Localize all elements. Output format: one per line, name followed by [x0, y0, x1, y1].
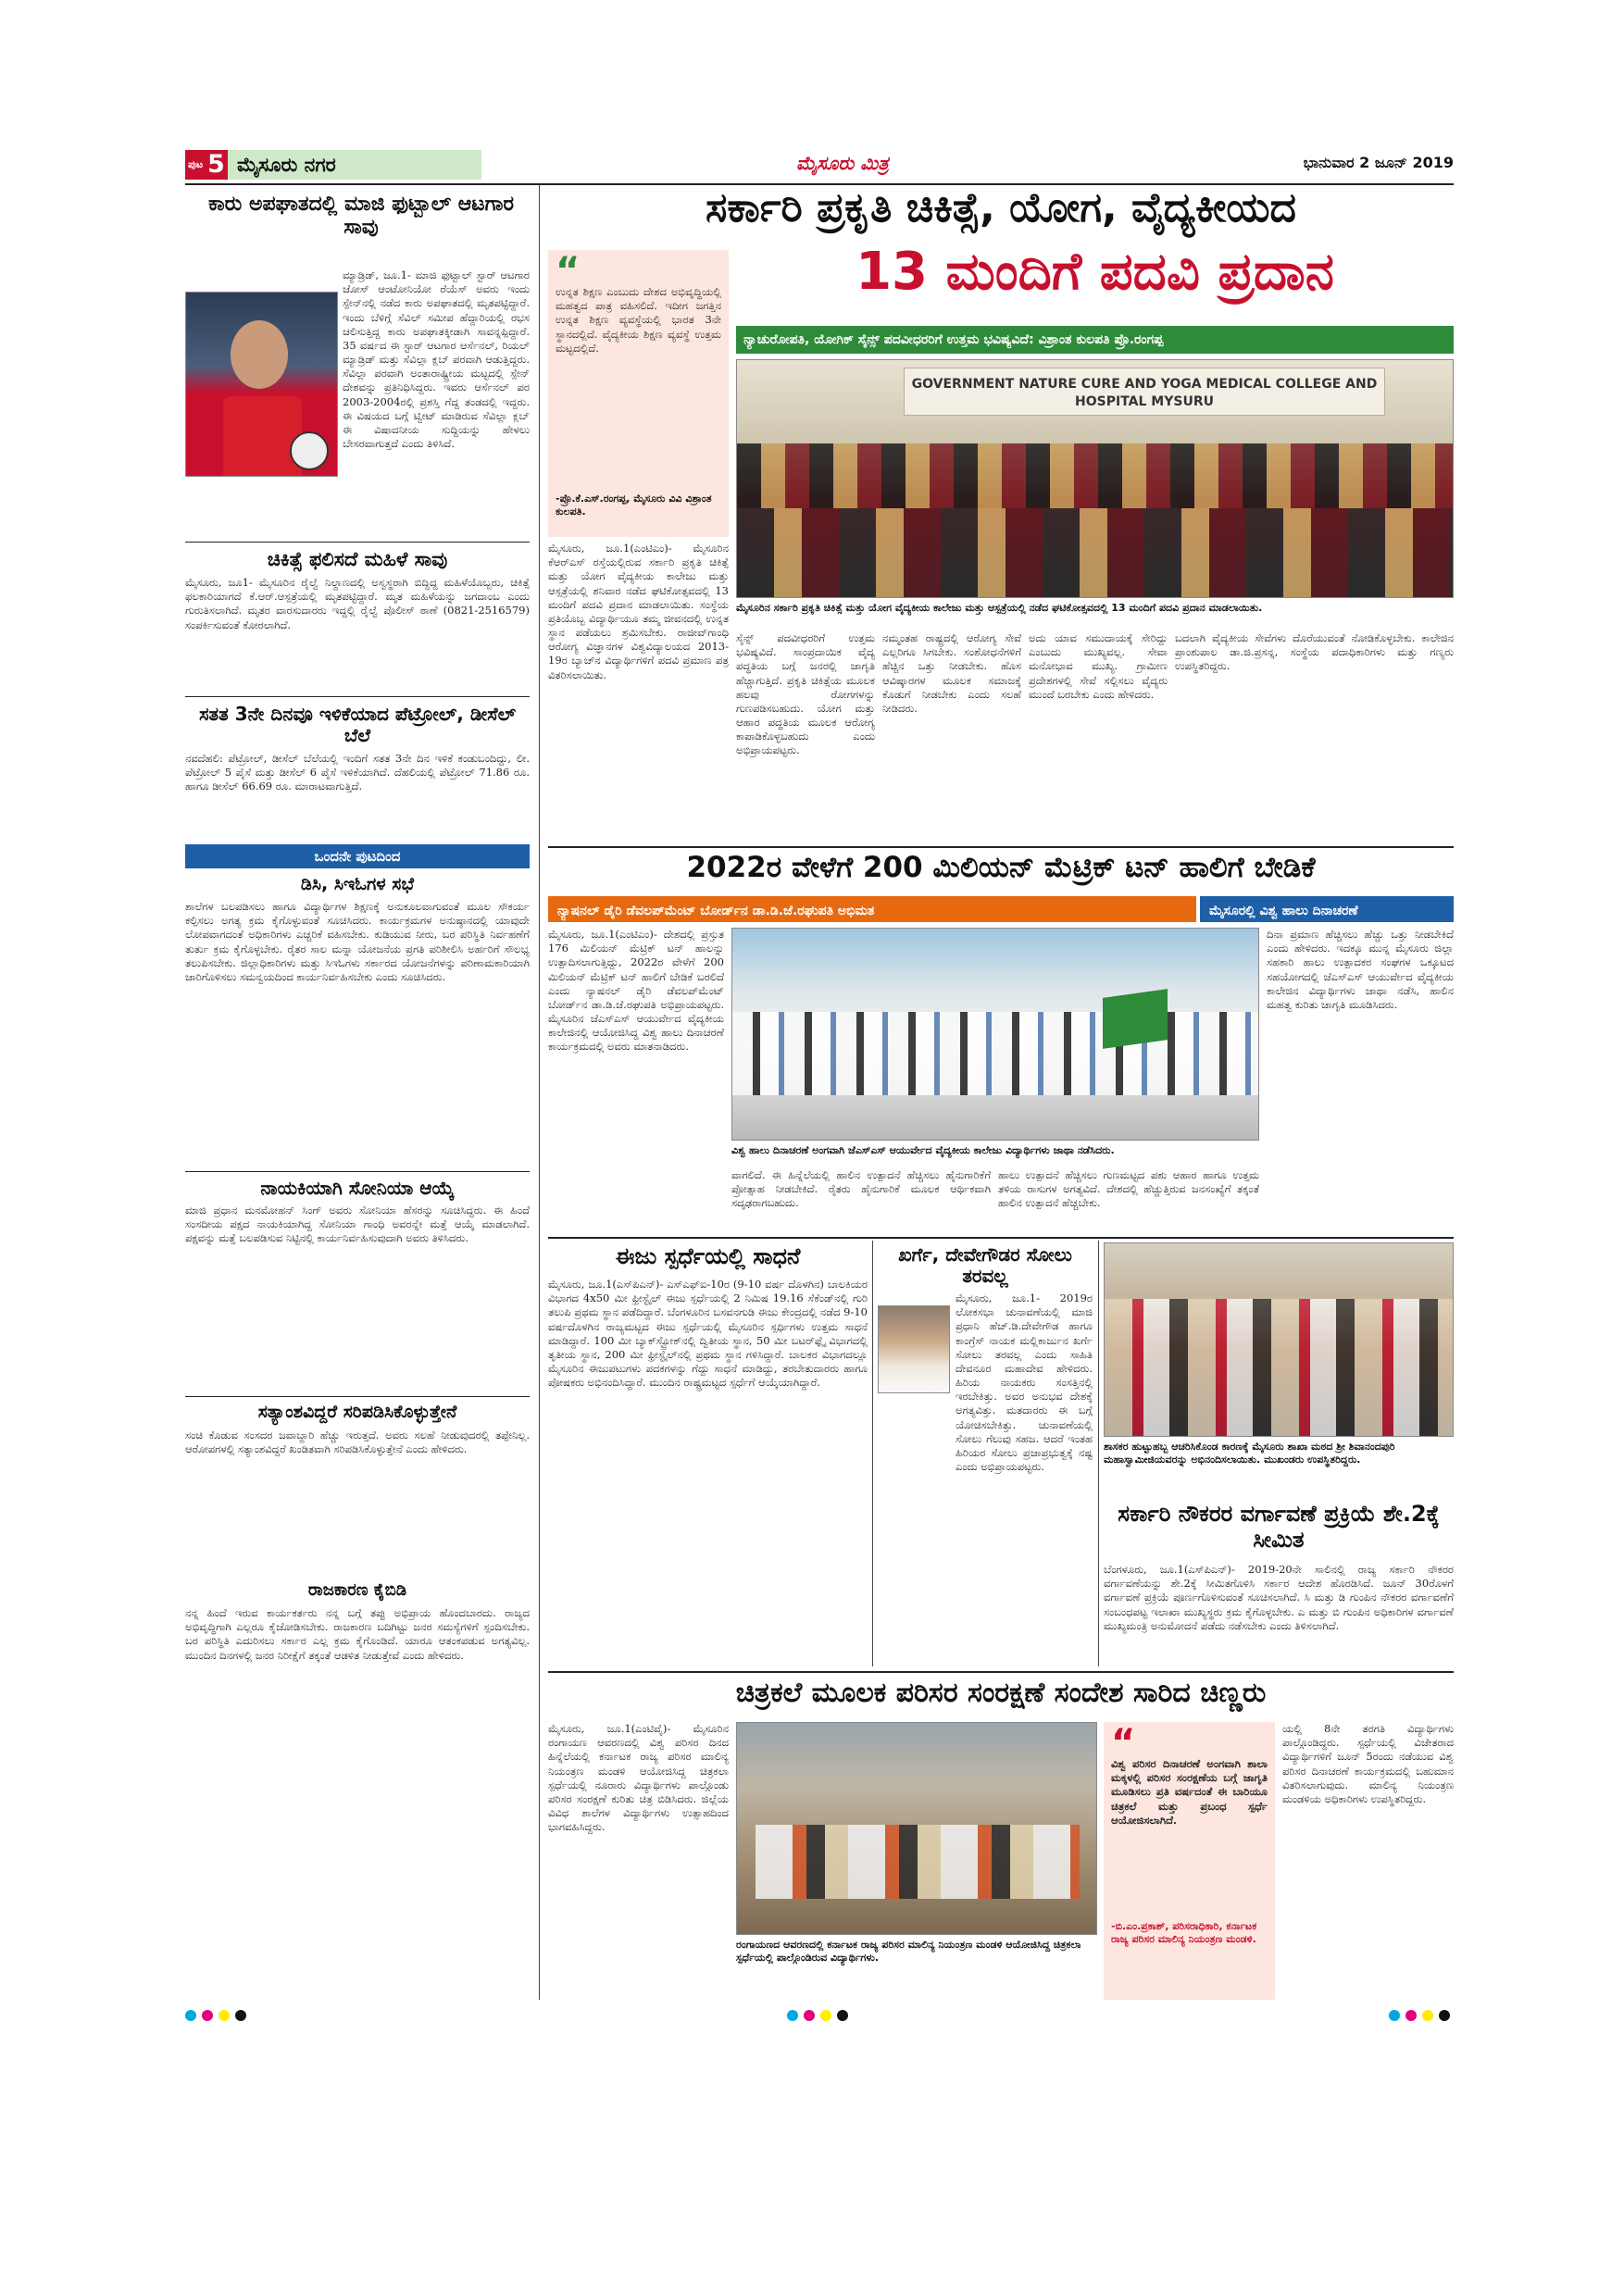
- milk-col-4: ಹಾಲು ಉತ್ಪಾದನೆ ಹೆಚ್ಚಿಸಲು ಗುಣಮಟ್ಟದ ಪಶು ಆಹಾರ ಹಾಗೂ ಉತ್ತಮ ತಳಿಯ ರಾಸುಗಳ ಅಗತ್ಯವಿದೆ. ದೇಶದಲ್ಲಿ ಹೆಚ್ಚುತ್ತಿರುವ ಜನಸಂಖ್ಯೆಗೆ ತಕ್ಕಂತೆ ಹಾಲಿನ ಉತ್ಪಾದನೆ ಹೆಚ್ಚಬೇಕು.: [998, 1168, 1259, 1210]
- yellow-dot: [219, 2010, 230, 2021]
- divider: [548, 1237, 1454, 1239]
- color-registration-marks: [787, 2007, 854, 2025]
- quote-author: -ಪ್ರೊ.ಕೆ.ಎಸ್.ರಂಗಪ್ಪ, ಮೈಸೂರು ವಿವಿ ವಿಶ್ರಾಂತ ಕುಲಪತಿ.: [556, 493, 712, 518]
- color-registration-marks: [185, 2007, 252, 2025]
- govt-transfer-body: ಬೆಂಗಳೂರು, ಜೂ.1(ಎಸ್‌ಪಿಎನ್)- 2019-20ನೇ ಸಾಲಿನಲ್ಲಿ ರಾಜ್ಯ ಸರ್ಕಾರಿ ನೌಕರರ ವರ್ಗಾವಣೆಯನ್ನು ಶೇ.2ಕ್ಕೆ ಸೀಮಿತಗೊಳಿಸಿ ಸರ್ಕಾರ ಆದೇಶ ಹೊರಡಿಸಿದೆ. ಜೂನ್ 30ರೊಳಗೆ ವರ್ಗಾವಣೆ ಪ್ರಕ್ರಿಯೆ ಪೂರ್ಣಗೊಳಿಸುವಂತೆ ಸೂಚಿಸಲಾಗಿದೆ. ಸಿ ಮತ್ತು ಡಿ ಗುಂಪಿನ ನೌಕರರ ವರ್ಗಾವಣೆಗೆ ಸಂಬಂಧಪಟ್ಟ ಇಲಾಖಾ ಮುಖ್ಯಸ್ಥರು ಕ್ರಮ ಕೈಗೊಳ್ಳಬೇಕು. ಎ ಮತ್ತು ಬಿ ಗುಂಪಿನ ಅಧಿಕಾರಿಗಳ ವರ್ಗಾವಣೆ ಮುಖ್ಯಮಂತ್ರಿ ಅನುಮೋದನೆ ಪಡೆದು ನಡೆಸಬೇಕು ಎಂದು ತಿಳಿಸಲಾಗಿದೆ.: [1104, 1563, 1454, 1632]
- yellow-dot: [820, 2010, 831, 2021]
- politics-headline: ರಾಜಕಾರಣ ಕೈಬಿಡಿ: [307, 1580, 407, 1600]
- kharge-headline: ಖರ್ಗೆ, ದೇವೇಗೌಡರ ಸೋಲು ತರವಲ್ಲ: [898, 1243, 1072, 1287]
- college-banner: GOVERNMENT NATURE CURE AND YOGA MEDICAL COLLEGE AND HOSPITAL MYSURU: [904, 368, 1385, 416]
- art-caption: ರಂಗಾಯಣದ ಆವರಣದಲ್ಲಿ ಕರ್ನಾಟಕ ರಾಜ್ಯ ಪರಿಸರ ಮಾಲಿನ್ಯ ನಿಯಂತ್ರಣ ಮಂಡಳಿ ಆಯೋಜಿಸಿದ್ದ ಚಿತ್ರಕಲಾ ಸ್ಪರ್ಧೆಯಲ್ಲಿ ಪಾಲ್ಗೊಂಡಿರುವ ವಿದ್ಯಾರ್ಥಿಗಳು.: [736, 1939, 1081, 1965]
- graduation-photo: [736, 359, 1454, 598]
- divider: [185, 696, 530, 697]
- art-col-1: ಮೈಸೂರು, ಜೂ.1(ಎಂಟಿವೈ)- ಮೈಸೂರಿನ ರಂಗಾಯಣ ಆವರಣದಲ್ಲಿ ವಿಶ್ವ ಪರಿಸರ ದಿನದ ಹಿನ್ನೆಲೆಯಲ್ಲಿ ಕರ್ನಾಟಕ ರಾಜ್ಯ ಪರಿಸರ ಮಾಲಿನ್ಯ ನಿಯಂತ್ರಣ ಮಂಡಳಿ ಆಯೋಜಿಸಿದ್ದ ಚಿತ್ರಕಲಾ ಸ್ಪರ್ಧೆಯಲ್ಲಿ ನೂರಾರು ವಿದ್ಯಾರ್ಥಿಗಳು ಪಾಲ್ಗೊಂಡು ಪರಿಸರ ಸಂರಕ್ಷಣೆ ಕುರಿತು ಚಿತ್ರ ಬಿಡಿಸಿದರು. ಜಿಲ್ಲೆಯ ವಿವಿಧ ಶಾಲೆಗಳ ವಿದ್ಯಾರ್ಥಿಗಳು ಉತ್ಸಾಹದಿಂದ ಭಾಗವಹಿಸಿದ್ದರು.: [548, 1722, 729, 1834]
- page-number: 5: [207, 150, 225, 179]
- continued-label: ಒಂದನೇ ಪುಟದಿಂದ: [314, 848, 401, 865]
- felicitation-photo: [1104, 1242, 1454, 1437]
- art-col-3: ಯಲ್ಲಿ 8ನೇ ತರಗತಿ ವಿದ್ಯಾರ್ಥಿಗಳು ಪಾಲ್ಗೊಂಡಿದ್ದರು. ಸ್ಪರ್ಧೆಯಲ್ಲಿ ವಿಜೇತರಾದ ವಿದ್ಯಾರ್ಥಿಗಳಿಗೆ ಜೂನ್ 5ರಂದು ನಡೆಯುವ ವಿಶ್ವ ಪರಿಸರ ದಿನಾಚರಣೆ ಕಾರ್ಯಕ್ರಮದಲ್ಲಿ ಬಹುಮಾನ ವಿತರಿಸಲಾಗುವುದು. ಮಾಲಿನ್ಯ ನಿಯಂತ್ರಣ ಮಂಡಳಿಯ ಅಧಿಕಾರಿಗಳು ಉಪಸ್ಥಿತರಿದ್ದರು.: [1282, 1722, 1454, 1805]
- treatment-headline: ಚಿಕಿತ್ಸೆ ಫಲಿಸದೆ ಮಹಿಳೆ ಸಾವು: [267, 548, 448, 570]
- page-header: [185, 148, 1454, 181]
- petrol-headline: ಸತತ 3ನೇ ದಿನವೂ ಇಳಿಕೆಯಾದ ಪೆಟ್ರೋಲ್, ಡೀಸೆಲ್ ಬೆಲೆ: [198, 703, 517, 746]
- cyan-dot: [787, 2010, 798, 2021]
- swim-headline: ಈಜು ಸ್ಪರ್ಧೆಯಲ್ಲಿ ಸಾಧನೆ: [615, 1243, 801, 1269]
- quote-mark-icon: “: [1111, 1722, 1136, 1765]
- art-competition-photo: [736, 1722, 1097, 1935]
- football-body: ಮ್ಯಾಡ್ರಿಡ್, ಜೂ.1- ಮಾಜಿ ಫುಟ್ಬಾಲ್ ಸ್ಟಾರ್ ಆಟಗಾರ ಜೋಸ್ ಆಂಟೋನಿಯೋ ರೆಯೆಸ್ ಅವರು ಇಂದು ಸ್ಪೇನ್‌ನಲ್ಲಿ ನಡೆದ ಕಾರು ಅಪಘಾತದಲ್ಲಿ ಮೃತಪಟ್ಟಿದ್ದಾರೆ. ಇಂದು ಬೆಳಿಗ್ಗೆ ಸೆವಿಲ್ ಸಮೀಪ ಹೆದ್ದಾರಿಯಲ್ಲಿ ರಭಸ ಚಲಿಸುತ್ತಿದ್ದ ಕಾರು ಅಪಘಾತಕ್ಕೀಡಾಗಿ ಸಾವನ್ನಪ್ಪಿದ್ದಾರೆ. 35 ವರ್ಷದ ಈ ಸ್ಟಾರ್ ಆಟಗಾರ ಆರ್ಸೆನಲ್, ರಿಯಲ್ ಮ್ಯಾಡ್ರಿಡ್ ಮತ್ತು ಸೆವಿಲ್ಲಾ ಕ್ಲಬ್ ಪರವಾಗಿ ಆಡುತ್ತಿದ್ದರು. ಸೆವಿಲ್ಲಾ ಪರವಾಗಿ ಅಂತಾರಾಷ್ಟ್ರೀಯ ಮಟ್ಟದಲ್ಲಿ ಸ್ಪೇನ್ ದೇಶವನ್ನು ಪ್ರತಿನಿಧಿಸಿದ್ದರು. ಇವರು ಆರ್ಸೆನಲ್ ಪರ 2003-2004ರಲ್ಲಿ ಪ್ರಶಸ್ತಿ ಗೆದ್ದ ತಂಡದಲ್ಲಿ ಇದ್ದರು. ಈ ವಿಷಯದ ಬಗ್ಗೆ ಟ್ವೀಟ್ ಮಾಡಿರುವ ಸೆವಿಲ್ಲಾ ಕ್ಲಬ್ ಈ ವಿಷಾದನೀಯ ಸುದ್ದಿಯನ್ನು ಹೇಳಲು ಬೇಸರವಾಗುತ್ತದೆ ಎಂದು ತಿಳಿಸಿದೆ.: [343, 268, 530, 451]
- masthead-logo: ಮೈಸೂರು ಮಿತ್ರ: [796, 152, 889, 174]
- page-number-box: [185, 150, 228, 180]
- magenta-dot: [804, 2010, 815, 2021]
- yellow-dot: [1422, 2010, 1433, 2021]
- divider: [872, 1241, 873, 1666]
- green-flag-icon: [1103, 989, 1168, 1049]
- milk-caption: ವಿಶ್ವ ಹಾಲು ದಿನಾಚರಣೆ ಅಂಗವಾಗಿ ಜೆಎಸ್‌ಎಸ್ ಆಯುರ್ವೇದ ವೈದ್ಯಕೀಯ ಕಾಲೇಜು ವಿದ್ಯಾರ್ಥಿಗಳು ಜಾಥಾ ನಡೆಸಿದರು.: [731, 1144, 1115, 1156]
- top-col-5: ಬದಲಾಗಿ ವೈದ್ಯಕೀಯ ಸೇವೆಗಳು ದೊರೆಯುವಂತೆ ನೋಡಿಕೊಳ್ಳಬೇಕು. ಕಾಲೇಜಿನ ಪ್ರಾಂಶುಪಾಲ ಡಾ.ಜಿ.ಪ್ರಸನ್ನ, ಸಂಸ್ಥೆಯ ಪದಾಧಿಕಾರಿಗಳು ಮತ್ತು ಗಣ್ಯರು ಉಪಸ್ಥಿತರಿದ್ದರು.: [1175, 631, 1454, 673]
- govt-transfer-headline: ಸರ್ಕಾರಿ ನೌಕರರ ವರ್ಗಾವಣೆ ಪ್ರಕ್ರಿಯೆ ಶೇ.2ಕ್ಕೆ ಸೀಮಿತ: [1118, 1501, 1440, 1553]
- milk-col-1: ಮೈಸೂರು, ಜೂ.1(ಎಂಟಿಎಂ)- ದೇಶದಲ್ಲಿ ಪ್ರಸ್ತುತ 176 ಮಿಲಿಯನ್ ಮೆಟ್ರಿಕ್ ಟನ್ ಹಾಲನ್ನು ಉತ್ಪಾದಿಸಲಾಗುತ್ತಿದ್ದು, 2022ರ ವೇಳೆಗೆ 200 ಮಿಲಿಯನ್ ಮೆಟ್ರಿಕ್ ಟನ್ ಹಾಲಿಗೆ ಬೇಡಿಕೆ ಬರಲಿದೆ ಎಂದು ನ್ಯಾಷನಲ್ ಡೈರಿ ಡೆವಲಪ್‌ಮೆಂಟ್ ಬೋರ್ಡ್‌ನ ಡಾ.ಡಿ.ಜೆ.ರಘುಪತಿ ಅಭಿಪ್ರಾಯಪಟ್ಟರು. ಮೈಸೂರಿನ ಜೆಎಸ್‌ಎಸ್ ಆಯುರ್ವೇದ ವೈದ್ಯಕೀಯ ಕಾಲೇಜಿನಲ್ಲಿ ಆಯೋಜಿಸಿದ್ದ ವಿಶ್ವ ಹಾಲು ದಿನಾಚರಣೆ ಕಾರ್ಯಕ್ರಮದಲ್ಲಿ ಅವರು ಮಾತನಾಡಿದರು.: [548, 928, 724, 1054]
- top-col-2: ಸೈನ್ಸ್ ಪದವೀಧರರಿಗೆ ಉತ್ತಮ ಭವಿಷ್ಯವಿದೆ. ಸಾಂಪ್ರದಾಯಿಕ ವೈದ್ಯ ಪದ್ಧತಿಯ ಬಗ್ಗೆ ಜನರಲ್ಲಿ ಜಾಗೃತಿ ಹೆಚ್ಚಾಗುತ್ತಿದೆ. ಪ್ರಕೃತಿ ಚಿಕಿತ್ಸೆಯ ಮೂಲಕ ಹಲವು ರೋಗಗಳನ್ನು ಗುಣಪಡಿಸಬಹುದು. ಯೋಗ ಮತ್ತು ಆಹಾರ ಪದ್ಧತಿಯ ಮೂಲಕ ಆರೋಗ್ಯ ಕಾಪಾಡಿಕೊಳ್ಳಬಹುದು ಎಂದು ಅಭಿಪ್ರಾಯಪಟ್ಟರು.: [736, 631, 875, 757]
- top-story-headline-2: 13 ಮಂದಿಗೆ ಪದವಿ ಪ್ರದಾನ: [856, 242, 1334, 302]
- black-dot: [837, 2010, 848, 2021]
- continued-banner: [185, 844, 530, 868]
- milk-strip-left: ನ್ಯಾಷನಲ್ ಡೈರಿ ಡೆವಲಪ್‌ಮೆಂಟ್ ಬೋರ್ಡ್‌ನ ಡಾ.ಡಿ.ಜೆ.ರಘುಪತಿ ಅಭಿಮತ: [548, 896, 1196, 922]
- dc-ceo-body: ಶಾಲೆಗಳ ಬಲಪಡಿಸಲು ಹಾಗೂ ವಿದ್ಯಾರ್ಥಿಗಳ ಶಿಕ್ಷಣಕ್ಕೆ ಅನುಕೂಲವಾಗುವಂತೆ ಮೂಲ ಸೌಕರ್ಯ ಕಲ್ಪಿಸಲು ಅಗತ್ಯ ಕ್ರಮ ಕೈಗೊಳ್ಳುವಂತೆ ಸೂಚಿಸಿದರು. ಕಾರ್ಯಕ್ರಮಗಳ ಅನುಷ್ಠಾನದಲ್ಲಿ ಯಾವುದೇ ಲೋಪವಾಗದಂತೆ ಅಧಿಕಾರಿಗಳು ಎಚ್ಚರಿಕೆ ವಹಿಸಬೇಕು. ಕುಡಿಯುವ ನೀರು, ಬರ ಪರಿಸ್ಥಿತಿ ನಿರ್ವಹಣೆಗೆ ತುರ್ತು ಕ್ರಮ ಕೈಗೊಳ್ಳಬೇಕು. ರೈತರ ಸಾಲ ಮನ್ನಾ ಯೋಜನೆಯ ಪ್ರಗತಿ ಪರಿಶೀಲಿಸಿ ಅರ್ಹರಿಗೆ ಸೌಲಭ್ಯ ತಲುಪಿಸಬೇಕು. ಜಿಲ್ಲಾಧಿಕಾರಿಗಳು ಮತ್ತು ಸಿಇಓಗಳು ಸರ್ಕಾರದ ಯೋಜನೆಗಳನ್ನು ಪರಿಣಾಮಕಾರಿಯಾಗಿ ಜಾರಿಗೊಳಿಸಲು ಸಮನ್ವಯದಿಂದ ಕಾರ್ಯನಿರ್ವಹಿಸಬೇಕು ಎಂದು ಸೂಚಿಸಿದರು.: [185, 900, 530, 983]
- swim-body: ಮೈಸೂರು, ಜೂ.1(ಎಸ್‌ಪಿಎನ್)- ಎಸ್‌ಎಫ್‌ಐ-10ರ (9-10 ವರ್ಷ ದೊಳಗಿನ) ಬಾಲಕಿಯರ ವಿಭಾಗದ 4x50 ಮೀ ಫ್ರೀಸ್ಟೈಲ್ ಈಜು ಸ್ಪರ್ಧೆಯಲ್ಲಿ 2 ನಿಮಿಷ 19.16 ಸೆಕೆಂಡ್‌ನಲ್ಲಿ ಗುರಿ ತಲುಪಿ ಪ್ರಥಮ ಸ್ಥಾನ ಪಡೆದಿದ್ದಾರೆ. ಬೆಂಗಳೂರಿನ ಬಸವನಗುಡಿ ಈಜು ಕೇಂದ್ರದಲ್ಲಿ ನಡೆದ 9-10 ವರ್ಷದೊಳಗಿನ ರಾಜ್ಯಮಟ್ಟದ ಈಜು ಸ್ಪರ್ಧೆಯಲ್ಲಿ ಮೈಸೂರಿನ ಸ್ಪರ್ಧಿಗಳು ಉತ್ತಮ ಸಾಧನೆ ಮಾಡಿದ್ದಾರೆ. 100 ಮೀ ಬ್ಯಾಕ್‌ಸ್ಟ್ರೋಕ್‌ನಲ್ಲಿ ದ್ವಿತೀಯ ಸ್ಥಾನ, 50 ಮೀ ಬಟರ್‌ಫ್ಲೈ ವಿಭಾಗದಲ್ಲಿ ತೃತೀಯ ಸ್ಥಾನ, 200 ಮೀ ಫ್ರೀಸ್ಟೈಲ್‌ನಲ್ಲಿ ಪ್ರಥಮ ಸ್ಥಾನ ಗಳಿಸಿದ್ದಾರೆ. ಬಾಲಕರ ವಿಭಾಗದಲ್ಲೂ ಮೈಸೂರಿನ ಈಜುಪಟುಗಳು ಪದಕಗಳನ್ನು ಗೆದ್ದು ಸಾಧನೆ ಮಾಡಿದ್ದು, ತರಬೇತುದಾರರು ಹಾಗೂ ಪೋಷಕರು ಅಭಿನಂದಿಸಿದ್ದಾರೆ. ಮುಂದಿನ ರಾಷ್ಟ್ರಮಟ್ಟದ ಸ್ಪರ್ಧೆಗೆ ಆಯ್ಕೆಯಾಗಿದ್ದಾರೆ.: [548, 1278, 868, 1390]
- milk-col-2: ದಿನಾ ಪ್ರಮಾಣ ಹೆಚ್ಚಿಸಲು ಹೆಚ್ಚು ಒತ್ತು ನೀಡಬೇಕಿದೆ ಎಂದು ಹೇಳಿದರು. ಇದಕ್ಕೂ ಮುನ್ನ ಮೈಸೂರು ಜಿಲ್ಲಾ ಸಹಕಾರಿ ಹಾಲು ಉತ್ಪಾದಕರ ಸಂಘಗಳ ಒಕ್ಕೂಟದ ಸಹಯೋಗದಲ್ಲಿ ಜೆಎಸ್‌ಎಸ್ ಆಯುರ್ವೇದ ವೈದ್ಯಕೀಯ ಕಾಲೇಜಿನ ವಿದ್ಯಾರ್ಥಿಗಳು ಜಾಥಾ ನಡೆಸಿ, ಹಾಲಿನ ಮಹತ್ವ ಕುರಿತು ಜಾಗೃತಿ ಮೂಡಿಸಿದರು.: [1267, 928, 1454, 1011]
- sonia-headline: ನಾಯಕಿಯಾಗಿ ಸೋನಿಯಾ ಆಯ್ಕೆ: [260, 1177, 455, 1199]
- section-tag: [185, 150, 481, 180]
- section-title: ಮೈಸೂರು ನಗರ: [237, 154, 336, 176]
- top-story-headline-1: ಸರ್ಕಾರಿ ಪ್ರಕೃತಿ ಚಿಕಿತ್ಸೆ, ಯೋಗ, ವೈದ್ಯಕೀಯದ: [706, 184, 1296, 231]
- truth-body: ಸಂಚಿ ಕೊಡುವ ಸಂಸದರ ಜವಾಬ್ದಾರಿ ಹೆಚ್ಚು ಇರುತ್ತದೆ. ಅವರು ಸಲಹೆ ನೀಡುವುದರಲ್ಲಿ ತಪ್ಪೇನಿಲ್ಲ. ಆರೋಪಗಳಲ್ಲಿ ಸತ್ಯಾಂಶವಿದ್ದರೆ ಖಂಡಿತವಾಗಿ ಸರಿಪಡಿಸಿಕೊಳ್ಳುತ್ತೇನೆ ಎಂದು ಹೇಳಿದರು.: [185, 1429, 530, 1456]
- black-dot: [1439, 2010, 1450, 2021]
- dc-ceo-headline: ಡಿಸಿ, ಸಿಇಓಗಳ ಸಭೆ: [300, 874, 415, 894]
- milk-headline: 2022ರ ವೇಳೆಗೆ 200 ಮಿಲಿಯನ್ ಮೆಟ್ರಿಕ್ ಟನ್ ಹಾಲಿಗೆ ಬೇಡಿಕೆ: [686, 851, 1316, 884]
- felicitation-caption: ಶಾಸಕರ ಹುಟ್ಟುಹಬ್ಬ ಆಚರಿಸಿಕೊಂಡ ಕಾರಣಕ್ಕೆ ಮೈಸೂರು ಶಾಖಾ ಮಠದ ಶ್ರೀ ಶಿವಾನಂದಪುರಿ ಮಹಾಸ್ವಾಮೀಜಿಯವರನ್ನು ಅಭಿನಂದಿಸಲಾಯಿತು. ಮುಖಂಡರು ಉಪಸ್ಥಿತರಿದ್ದರು.: [1104, 1441, 1395, 1466]
- page-label: ಪುಟ: [188, 158, 204, 170]
- color-registration-marks: [1389, 2007, 1455, 2025]
- football-headline: ಕಾರು ಅಪಘಾತದಲ್ಲಿ ಮಾಜಿ ಫುಟ್ಬಾಲ್ ಆಟಗಾರ ಸಾವು: [208, 193, 514, 240]
- art-headline: ಚಿತ್ರಕಲೆ ಮೂಲಕ ಪರಿಸರ ಸಂರಕ್ಷಣೆ ಸಂದೇಶ ಸಾರಿದ ಚಿಣ್ಣರು: [735, 1677, 1267, 1709]
- milk-strip-right: ಮೈಸೂರಲ್ಲಿ ವಿಶ್ವ ಹಾಲು ದಿನಾಚರಣೆ: [1200, 896, 1454, 922]
- quote-box: [548, 250, 729, 537]
- top-col-1: ಮೈಸೂರು, ಜೂ.1(ಎಂಟಿಎಂ)- ಮೈಸೂರಿನ ಕೆಆರ್‌ಎಸ್ ರಸ್ತೆಯಲ್ಲಿರುವ ಸರ್ಕಾರಿ ಪ್ರಕೃತಿ ಚಿಕಿತ್ಸೆ ಮತ್ತು ಯೋಗ ವೈದ್ಯಕೀಯ ಕಾಲೇಜು ಮತ್ತು ಆಸ್ಪತ್ರೆಯಲ್ಲಿ ಶನಿವಾರ ನಡೆದ ಘಟಿಕೋತ್ಸವದಲ್ಲಿ 13 ಮಂದಿಗೆ ಪದವಿ ಪ್ರದಾನ ಮಾಡಲಾಯಿತು. ಸಂಸ್ಥೆಯ ಪ್ರತಿಯೊಬ್ಬ ವಿದ್ಯಾರ್ಥಿಯೂ ತಮ್ಮ ಜೀವನದಲ್ಲಿ ಉನ್ನತ ಸ್ಥಾನ ಪಡೆಯಲು ಶ್ರಮಿಸಬೇಕು. ರಾಜೀವ್‌ಗಾಂಧಿ ಆರೋಗ್ಯ ವಿಜ್ಞಾನಗಳ ವಿಶ್ವವಿದ್ಯಾಲಯದ 2013-19ರ ಬ್ಯಾಚ್‌ನ ವಿದ್ಯಾರ್ಥಿಗಳಿಗೆ ಪದವಿ ಪ್ರಮಾಣ ಪತ್ರ ವಿತರಿಸಲಾಯಿತು.: [548, 542, 729, 681]
- magenta-dot: [202, 2010, 213, 2021]
- divider: [548, 1671, 1454, 1673]
- divider: [548, 846, 1454, 848]
- magenta-dot: [1405, 2010, 1417, 2021]
- graduation-caption: ಮೈಸೂರಿನ ಸರ್ಕಾರಿ ಪ್ರಕೃತಿ ಚಿಕಿತ್ಸೆ ಮತ್ತು ಯೋಗ ವೈದ್ಯಕೀಯ ಕಾಲೇಜು ಮತ್ತು ಆಸ್ಪತ್ರೆಯಲ್ಲಿ ನಡೆದ ಘಟಿಕೋತ್ಸವದಲ್ಲಿ 13 ಮಂದಿಗೆ ಪದವಿ ಪ್ರದಾನ ಮಾಡಲಾಯಿತು.: [736, 602, 1263, 614]
- divider: [185, 542, 530, 543]
- top-story-subhead: ನ್ಯಾಚುರೋಪತಿ, ಯೋಗಿಕ್ ಸೈನ್ಸ್ ಪದವೀಧರರಿಗೆ ಉತ್ತಮ ಭವಿಷ್ಯವಿದೆ: ವಿಶ್ರಾಂತ ಕುಲಪತಿ ಪ್ರೊ.ರಂಗಪ್ಪ: [736, 326, 1454, 354]
- cyan-dot: [185, 2010, 196, 2021]
- left-column-divider: [539, 185, 540, 2000]
- quote-text: ಉನ್ನತ ಶಿಕ್ಷಣ ಎಂಬುದು ದೇಶದ ಅಭಿವೃದ್ಧಿಯಲ್ಲಿ ಮಹತ್ವದ ಪಾತ್ರ ವಹಿಸಲಿದೆ. ಇದೀಗ ಜಗತ್ತಿನ ಉನ್ನತ ಶಿಕ್ಷಣ ವ್ಯವಸ್ಥೆಯಲ್ಲಿ ಭಾರತ 3ನೇ ಸ್ಥಾನದಲ್ಲಿದೆ. ವೈದ್ಯಕೀಯ ಶಿಕ್ಷಣ ವ್ಯವಸ್ಥೆ ಉತ್ತಮ ಮಟ್ಟದಲ್ಲಿದೆ.: [556, 285, 721, 355]
- milk-col-3: ವಾಗಲಿದೆ. ಈ ಹಿನ್ನೆಲೆಯಲ್ಲಿ ಹಾಲಿನ ಉತ್ಪಾದನೆ ಹೆಚ್ಚಿಸಲು ಹೈನುಗಾರಿಕೆಗೆ ಪ್ರೋತ್ಸಾಹ ನೀಡಬೇಕಿದೆ. ರೈತರು ಹೈನುಗಾರಿಕೆ ಮೂಲಕ ಆರ್ಥಿಕವಾಗಿ ಸದೃಢರಾಗಬಹುದು.: [731, 1168, 991, 1210]
- sonia-body: ಮಾಜಿ ಪ್ರಧಾನ ಮನಮೋಹನ್ ಸಿಂಗ್ ಅವರು ಸೋನಿಯಾ ಹೆಸರನ್ನು ಸೂಚಿಸಿದ್ದರು. ಈ ಹಿಂದೆ ಸಂಸದೀಯ ಪಕ್ಷದ ನಾಯಕಿಯಾಗಿದ್ದ ಸೋನಿಯಾ ಗಾಂಧಿ ಅವರನ್ನೇ ಮತ್ತೆ ಆಯ್ಕೆ ಮಾಡಲಾಗಿದೆ. ಪಕ್ಷವನ್ನು ಮತ್ತೆ ಬಲಪಡಿಸುವ ನಿಟ್ಟಿನಲ್ಲಿ ಕಾರ್ಯನಿರ್ವಹಿಸುವುದಾಗಿ ಅವರು ತಿಳಿಸಿದರು.: [185, 1204, 530, 1245]
- treatment-body: ಮೈಸೂರು, ಜೂ1- ಮೈಸೂರಿನ ರೈಲ್ವೆ ನಿಲ್ದಾಣದಲ್ಲಿ ಅಸ್ವಸ್ಥರಾಗಿ ಬಿದ್ದಿದ್ದ ಮಹಿಳೆಯೊಬ್ಬರು, ಚಿಕಿತ್ಸೆ ಫಲಕಾರಿಯಾಗದೆ ಕೆ.ಆರ್.ಆಸ್ಪತ್ರೆಯಲ್ಲಿ ಮೃತಪಟ್ಟಿದ್ದಾರೆ. ಮೃತ ಮಹಿಳೆಯನ್ನು ಜಗದಾಂಬ ಎಂದು ಗುರುತಿಸಲಾಗಿದೆ. ಮೃತರ ವಾರಸುದಾರರು ಇದ್ದಲ್ಲಿ ರೈಲ್ವೆ ಪೊಲೀಸ್ ಠಾಣೆ (0821-2516579) ಸಂಪರ್ಕಿಸುವಂತೆ ಕೋರಲಾಗಿದೆ.: [185, 576, 530, 631]
- divider: [185, 1396, 530, 1397]
- art-quote-text: ವಿಶ್ವ ಪರಿಸರ ದಿನಾಚರಣೆ ಅಂಗವಾಗಿ ಶಾಲಾ ಮಕ್ಕಳಲ್ಲಿ ಪರಿಸರ ಸಂರಕ್ಷಣೆಯ ಬಗ್ಗೆ ಜಾಗೃತಿ ಮೂಡಿಸಲು ಪ್ರತಿ ವರ್ಷದಂತೆ ಈ ಬಾರಿಯೂ ಚಿತ್ರಕಲೆ ಮತ್ತು ಪ್ರಬಂಧ ಸ್ಪರ್ಧೆ ಆಯೋಜಿಸಲಾಗಿದೆ.: [1111, 1757, 1268, 1827]
- black-dot: [235, 2010, 246, 2021]
- petrol-body: ನವದೆಹಲಿ: ಪೆಟ್ರೋಲ್, ಡೀಸೆಲ್ ಬೆಲೆಯಲ್ಲಿ ಇಂದಿಗೆ ಸತತ 3ನೇ ದಿನ ಇಳಿಕೆ ಕಂಡುಬಂದಿದ್ದು, ಲೀ. ಪೆಟ್ರೋಲ್ 5 ಪೈಸೆ ಮತ್ತು ಡೀಸೆಲ್ 6 ಪೈಸೆ ಇಳಿಕೆಯಾಗಿದೆ. ದೆಹಲಿಯಲ್ಲಿ ಪೆಟ್ರೋಲ್ 71.86 ರೂ. ಹಾಗೂ ಡೀಸೆಲ್ 66.69 ರೂ. ಮಾರಾಟವಾಗುತ್ತಿದೆ.: [185, 752, 530, 793]
- issue-date: ಭಾನುವಾರ 2 ಜೂನ್ 2019: [1303, 154, 1454, 171]
- kharge-body: ಮೈಸೂರು, ಜೂ.1- 2019ರ ಲೋಕಸಭಾ ಚುನಾವಣೆಯಲ್ಲಿ ಮಾಜಿ ಪ್ರಧಾನಿ ಹೆಚ್.ಡಿ.ದೇವೇಗೌಡ ಹಾಗೂ ಕಾಂಗ್ರೆಸ್ ನಾಯಕ ಮಲ್ಲಿಕಾರ್ಜುನ ಖರ್ಗೆ ಸೋಲು ತರವಲ್ಲ ಎಂದು ಸಾಹಿತಿ ದೇವನೂರ ಮಹಾದೇವ ಹೇಳಿದರು. ಹಿರಿಯ ನಾಯಕರು ಸಂಸತ್ತಿನಲ್ಲಿ ಇರಬೇಕಿತ್ತು. ಅವರ ಅನುಭವ ದೇಶಕ್ಕೆ ಅಗತ್ಯವಿತ್ತು. ಮತದಾರರು ಈ ಬಗ್ಗೆ ಯೋಚಿಸಬೇಕಿತ್ತು. ಚುನಾವಣೆಯಲ್ಲಿ ಸೋಲು ಗೆಲುವು ಸಹಜ. ಆದರೆ ಇಂತಹ ಹಿರಿಯರ ಸೋಲು ಪ್ರಜಾಪ್ರಭುತ್ವಕ್ಕೆ ನಷ್ಟ ಎಂದು ಅಭಿಪ್ರಾಯಪಟ್ಟರು.: [956, 1292, 1093, 1474]
- quote-mark-icon: “: [556, 250, 581, 293]
- milk-rally-photo: [731, 928, 1259, 1141]
- cyan-dot: [1389, 2010, 1400, 2021]
- truth-headline: ಸತ್ಯಾಂಶವಿದ್ದರೆ ಸರಿಪಡಿಸಿಕೊಳ್ಳುತ್ತೇನೆ: [257, 1402, 457, 1422]
- politics-body: ನನ್ನ ಹಿಂದೆ ಇರುವ ಕಾರ್ಯಕರ್ತರು ನನ್ನ ಬಗ್ಗೆ ತಪ್ಪು ಅಭಿಪ್ರಾಯ ಹೊಂದಬಾರದು. ರಾಜ್ಯದ ಅಭಿವೃದ್ಧಿಗಾಗಿ ಎಲ್ಲರೂ ಕೈಜೋಡಿಸಬೇಕು. ರಾಜಕಾರಣ ಬದಿಗಿಟ್ಟು ಜನರ ಸಮಸ್ಯೆಗಳಿಗೆ ಸ್ಪಂದಿಸಬೇಕು. ಬರ ಪರಿಸ್ಥಿತಿ ಎದುರಿಸಲು ಸರ್ಕಾರ ಎಲ್ಲ ಕ್ರಮ ಕೈಗೊಂಡಿದೆ. ಯಾರೂ ಆತಂಕಪಡುವ ಅಗತ್ಯವಿಲ್ಲ. ಮುಂದಿನ ದಿನಗಳಲ್ಲಿ ಜನರ ನಿರೀಕ್ಷೆಗೆ ತಕ್ಕಂತೆ ಆಡಳಿತ ನೀಡುತ್ತೇವೆ ಎಂದು ಹೇಳಿದರು.: [185, 1606, 530, 1662]
- divider: [185, 1171, 530, 1172]
- art-quote-box: [1104, 1722, 1275, 2000]
- art-quote-author: -ಬಿ.ಎಂ.ಪ್ರಕಾಶ್, ಪರಿಸರಾಧಿಕಾರಿ, ಕರ್ನಾಟಕ ರಾಜ್ಯ ಪರಿಸರ ಮಾಲಿನ್ಯ ನಿಯಂತ್ರಣ ಮಂಡಳಿ.: [1111, 1920, 1257, 1945]
- top-col-4: ಅದು ಯಾವ ಸಮುದಾಯಕ್ಕೆ ಸೇರಿದ್ದು ಎಂಬುದು ಮುಖ್ಯವಲ್ಲ. ಸೇವಾ ಮನೋಭಾವ ಮುಖ್ಯ. ಗ್ರಾಮೀಣ ಪ್ರದೇಶಗಳಲ್ಲಿ ಸೇವೆ ಸಲ್ಲಿಸಲು ವೈದ್ಯರು ಮುಂದೆ ಬರಬೇಕು ಎಂದು ಹೇಳಿದರು.: [1029, 631, 1168, 701]
- divider: [1098, 1241, 1099, 1666]
- top-col-3: ನಮ್ಮಂತಹ ರಾಷ್ಟ್ರದಲ್ಲಿ ಆರೋಗ್ಯ ಸೇವೆ ಎಲ್ಲರಿಗೂ ಸಿಗಬೇಕು. ಸಂಶೋಧನೆಗಳಿಗೆ ಹೆಚ್ಚಿನ ಒತ್ತು ನೀಡಬೇಕು. ಹೊಸ ಆವಿಷ್ಕಾರಗಳ ಮೂಲಕ ಸಮಾಜಕ್ಕೆ ಕೊಡುಗೆ ನೀಡಬೇಕು ಎಂದು ಸಲಹೆ ನೀಡಿದರು.: [882, 631, 1021, 715]
